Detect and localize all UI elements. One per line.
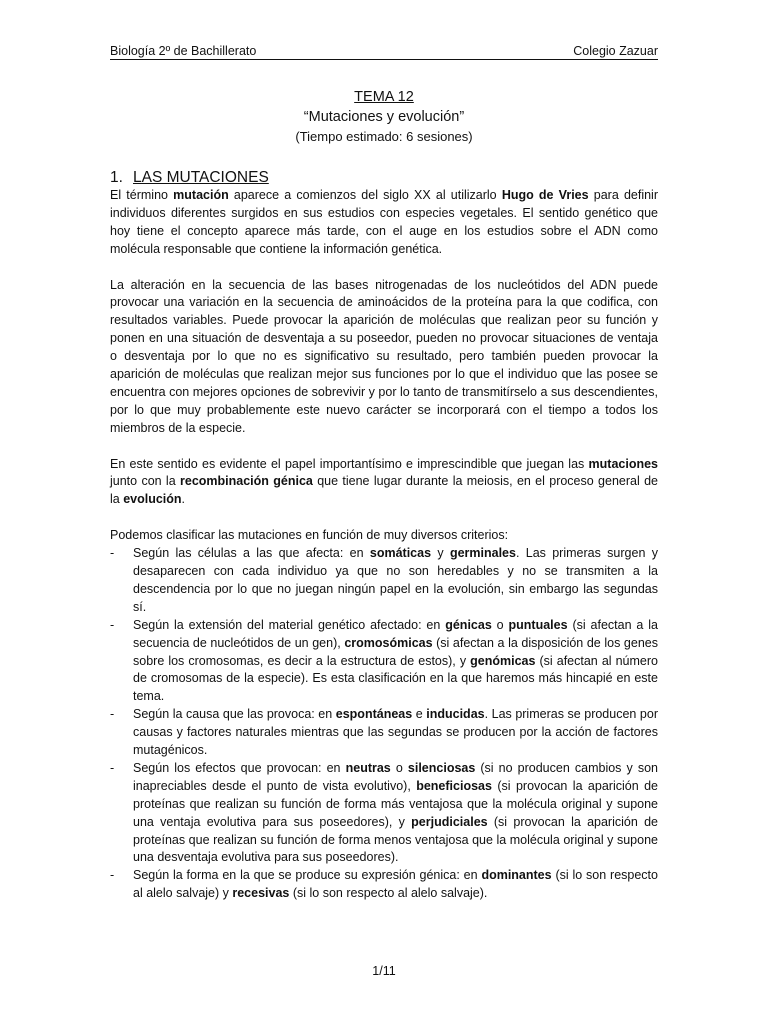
bold-term: dominantes	[481, 868, 552, 883]
text-run: aparece a comienzos del siglo XX al utilizarlo	[228, 188, 502, 202]
school-name: Colegio Zazuar	[573, 44, 658, 58]
list-marker: -	[110, 760, 115, 775]
list-item-text	[133, 546, 658, 614]
title-block	[0, 88, 768, 146]
text-run: para definir individuos diferentes surgidos en sus estudios con especies vegetales. El sentido genético que hoy tiene el concepto aparece más tarde, con el auge en los estudios sobre el ADN como molécula responsable que contiene la información genética.	[110, 188, 658, 256]
list-item	[110, 545, 658, 617]
topic-number: TEMA 12	[354, 89, 414, 105]
bold-term: beneficiosas	[416, 778, 492, 793]
text-run: o	[390, 760, 408, 775]
text-run: La alteración en la secuencia de las bases nitrogenadas de los nucleótidos del ADN puede provocar una variación en la secuencia de aminoácidos de la proteína para la que codifica, con resultados variables. Puede provocar la aparición de moléculas que realizan peor su función y ponen en una situación de desventaja a su poseedor, pueden no provocar situaciones de ventaja o desventaja por lo que no es significativo su resultado, pero también pueden provocar la aparición de moléculas que realizan mejor sus funciones por lo que el individuo que las posee se encuentra con mejores opciones de sobrevivir y por lo tanto de transmitírselo a sus descendientes, por lo que muy probablemente este nuevo carácter se incorporará con el tiempo a todos los miembros de la especie.	[110, 277, 658, 435]
list-marker: -	[110, 546, 115, 561]
section-title: LAS MUTACIONES	[133, 169, 269, 186]
text-run: (si provocan la aparición de proteínas que realizan su función de forma más ventajosa que la molécula original y supone una ventaja evolutiva para sus poseedores), y	[133, 778, 658, 829]
text-run: que tiene lugar durante la meiosis, en el proceso general de la	[110, 474, 658, 507]
bold-term: génicas	[445, 617, 492, 632]
list-intro-paragraph	[110, 527, 658, 545]
paragraph	[110, 277, 658, 438]
text-run: En este sentido es evidente el papel importantísimo e imprescindible que juegan las	[110, 456, 589, 471]
list-item	[110, 706, 658, 760]
text-run: (si lo son respecto al alelo salvaje).	[289, 886, 488, 901]
bold-term: puntuales	[508, 617, 568, 632]
list-item-text	[133, 618, 658, 704]
paragraph	[110, 187, 658, 259]
text-run: . Las primeras se producen por causas y factores naturales mientras que las segundas se producen por la acción de factores mutagénicos.	[133, 707, 658, 758]
text-run: (si no producen cambios y son inapreciables desde el punto de vista evolutivo),	[133, 760, 658, 793]
bold-term: perjudiciales	[411, 814, 488, 829]
text-run: y	[431, 546, 450, 561]
list-item-text	[133, 707, 658, 757]
estimated-time: (Tiempo estimado: 6 sesiones)	[295, 129, 473, 144]
course-name: Biología 2º de Bachillerato	[110, 44, 257, 58]
text-run: Según las células a las que afecta: en	[133, 546, 370, 561]
bold-term: inducidas	[426, 707, 485, 722]
list-item	[110, 617, 658, 707]
section-heading	[110, 168, 269, 187]
list-item-text	[133, 868, 658, 900]
bold-term: Hugo de Vries	[501, 188, 589, 202]
text-run: Según la forma en la que se produce su expresión génica: en	[133, 868, 482, 883]
list-marker: -	[110, 868, 115, 883]
text-run: (si afectan a la disposición de los genes sobre los cromosomas, es decir a la estructura de estos), y	[133, 635, 658, 668]
document-header	[110, 44, 658, 60]
classification-list	[110, 545, 658, 903]
bold-term: neutras	[345, 760, 391, 775]
text-run: . Las primeras surgen y desaparecen con cada individuo ya que no son heredables y no se transmiten a la descendencia por lo que no juegan ningún papel en la evolución, sin embargo las segundas sí.	[133, 546, 658, 614]
bold-term: espontáneas	[335, 707, 413, 722]
topic-title: “Mutaciones y evolución”	[303, 109, 465, 125]
list-item-text	[133, 761, 658, 865]
bold-term: evolución	[123, 492, 182, 507]
list-item	[110, 760, 658, 867]
text-run: Según los efectos que provocan: en	[133, 760, 346, 775]
text-run: junto con la	[110, 474, 180, 489]
text-run: e	[412, 707, 427, 722]
bold-term: germinales	[449, 546, 516, 561]
document-body	[110, 187, 658, 903]
bold-term: mutaciones	[588, 456, 658, 471]
text-run: Según la causa que las provoca: en	[133, 707, 336, 722]
bold-term: genómicas	[470, 653, 536, 668]
bold-term: somáticas	[369, 546, 432, 561]
list-marker: -	[110, 707, 115, 722]
text-run: El término	[110, 188, 174, 202]
text-run: .	[181, 492, 186, 507]
bold-term: cromosómicas	[344, 635, 433, 650]
bold-term: mutación	[173, 188, 229, 202]
bold-term: silenciosas	[407, 760, 476, 775]
bold-term: recesivas	[232, 886, 290, 901]
text-run: Según la extensión del material genético afectado: en	[133, 617, 446, 632]
list-item	[110, 867, 658, 903]
text-run: Podemos clasificar las mutaciones en función de muy diversos criterios:	[110, 528, 509, 543]
text-run: o	[491, 617, 509, 632]
text-run: (si afectan al número de cromosomas de la especie). Es esta clasificación en la que haremos más hincapié en este tema.	[133, 653, 658, 704]
bold-term: recombinación génica	[180, 474, 313, 489]
list-marker: -	[110, 617, 115, 632]
text-run: (si provocan la aparición de proteínas que realizan su función de forma menos ventajosa que la molécula original y supone una desventaja evolutiva para sus poseedores).	[133, 814, 658, 865]
paragraph	[110, 456, 658, 510]
text-run: (si lo son respecto al alelo salvaje) y	[133, 868, 658, 901]
section-number: 1.	[110, 169, 123, 186]
text-run: (si afectan a la secuencia de nucleótidos de un gen),	[133, 617, 658, 650]
page-number: 1/11	[372, 964, 396, 978]
